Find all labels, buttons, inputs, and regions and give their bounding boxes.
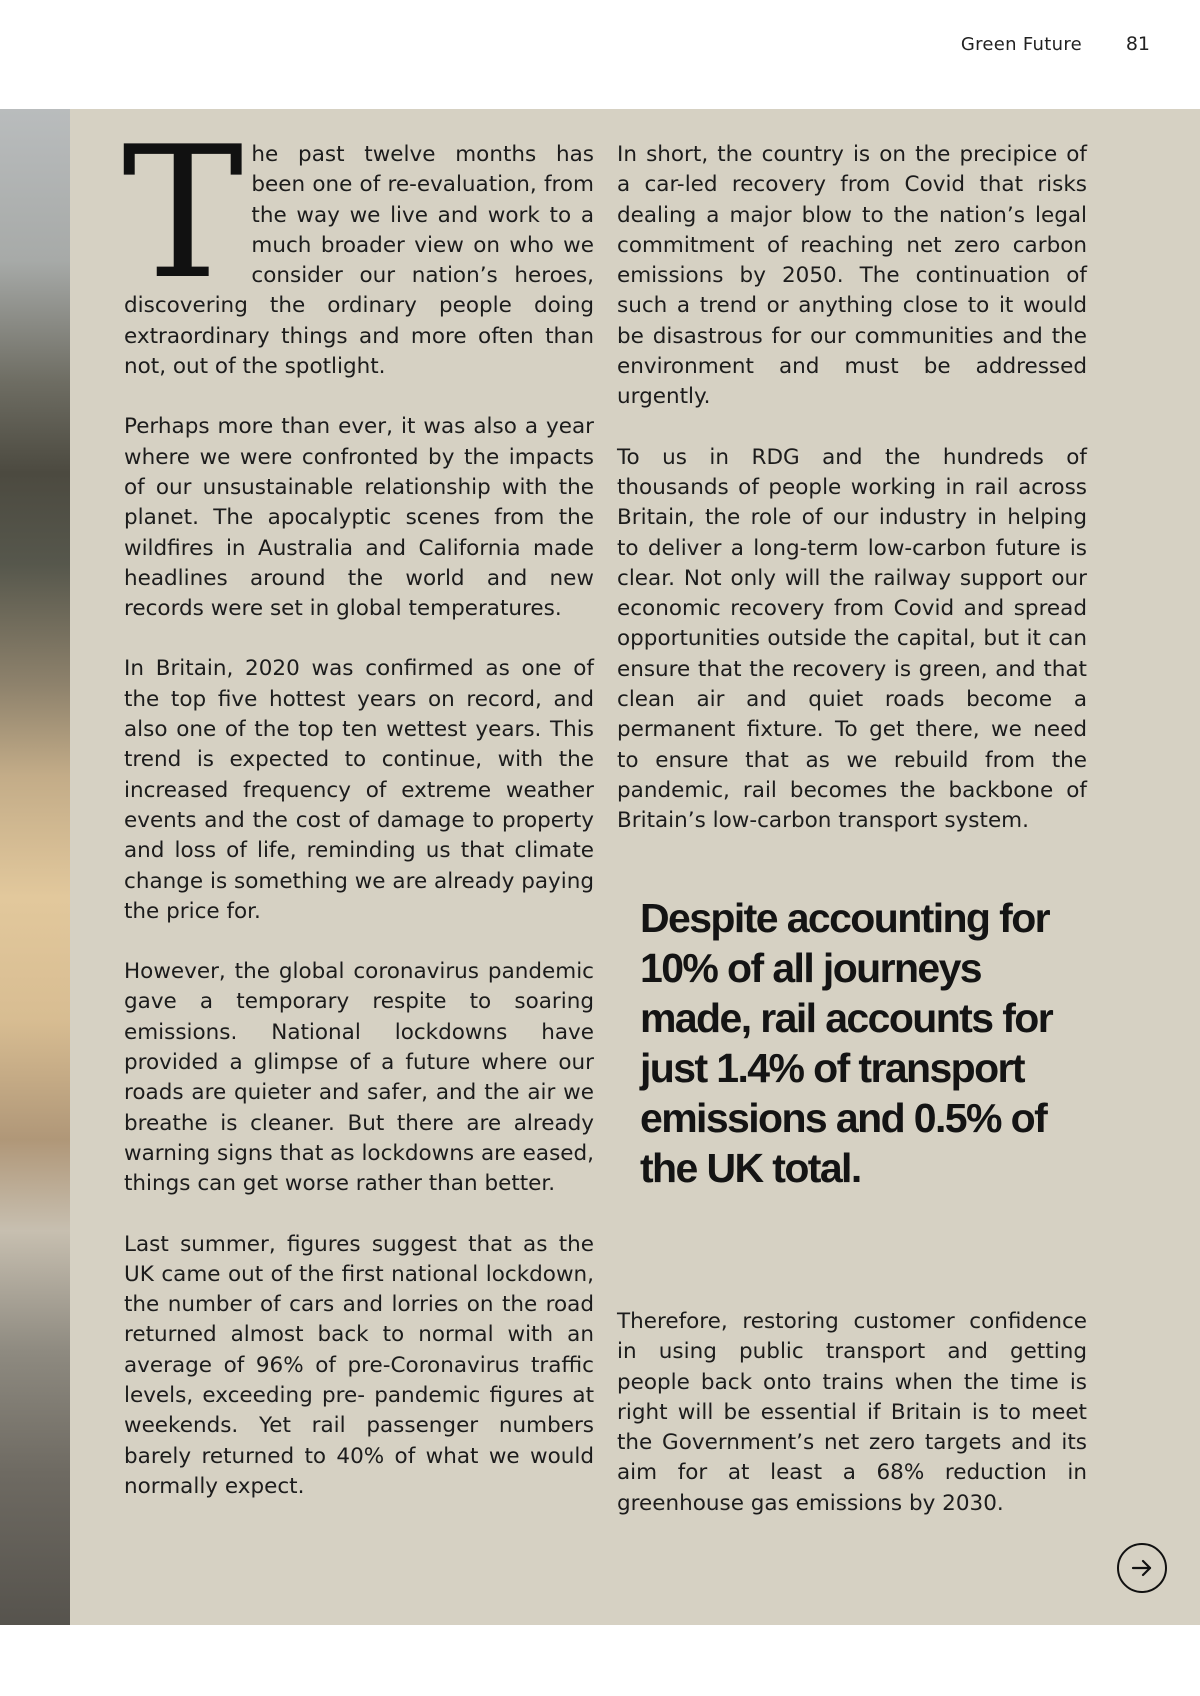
left-column [122, 107, 594, 1532]
cover-photo-strip [0, 109, 70, 1625]
paragraph: In Britain, 2020 was confirmed as one of the top five hottest years on record, and also one of the top ten wettest years. This trend is expected to continue, with the increased frequency of extreme weather events and the cost of damage to property and loss of life, reminding us that climate change is something we are already paying the price for. [124, 656, 594, 924]
drop-cap: T [122, 107, 244, 319]
paragraph: Perhaps more than ever, it was also a year where we were confronted by the impacts of our unsustainable relationship with the planet. The apocalyptic scenes from the wildfires in Australia and California made headlines around the world and new records were set in global temperatures. [124, 414, 594, 622]
section-title: Green Future [960, 34, 1082, 55]
right-column [617, 140, 1087, 867]
paragraph: In short, the country is on the precipice of a car-led recovery from Covid that risks dealing a major blow to the nation’s legal commitment of reaching net zero carbon emissions by 2050. The continuation of such a trend or anything close to it would be disastrous for our communities and the environment and must be addressed urgently. [617, 142, 1087, 410]
paragraph: Last summer, figures suggest that as the UK came out of the first national lockdown, the number of cars and lorries on the road returned almost back to normal with an average of 96% of pre-Coronavirus traffic levels, exceeding pre- pandemic figures at weekends. Yet rail passenger numbers barely returned to 40% of what we would normally expect. [124, 1231, 594, 1499]
next-page-button[interactable] [1117, 1543, 1167, 1593]
arrow-right-icon [1129, 1555, 1155, 1581]
pull-quote: Despite accounting for 10% of all journeys made, rail accounts for just 1.4% of transport emissions and 0.5% of the UK total. [640, 895, 1053, 1191]
paragraph-text: he past twelve months has been one of re-evaluation, from the way we live and work to a much broader view on who we consider our nation’s heroes, discovering the ordinary people doing extraordinary things and more often than not, out of the spotlight. [124, 142, 594, 380]
paragraph: Therefore, restoring customer confidence in using public transport and getting people back onto trains when the time is right will be essential if Britain is to meet the Government’s net zero targets and its aim for at least a 68% reduction in greenhouse gas emissions by 2030. [617, 1309, 1087, 1516]
page-number: 81 [1125, 33, 1150, 55]
paragraph: However, the global coronavirus pandemic gave a temporary respite to soaring emissions. National lockdowns have provided a glimpse of a future where our roads are quieter and safer, and the air we breathe is cleaner. But there are already warning signs that as lockdowns are eased, things can get worse rather than better. [124, 959, 594, 1197]
paragraph: To us in RDG and the hundreds of thousands of people working in rail across Britain, the role of our industry in helping to deliver a long-term low-carbon future is clear. Not only will the railway support our economic recovery from Covid and spread opportunities outside the capital, but it can ensure that the recovery is green, and that clean air and quiet roads become a permanent fixture. To get there, we need to ensure that as we rebuild from the pandemic, rail becomes the backbone of Britain’s low-carbon transport system. [617, 444, 1087, 834]
paragraph [122, 107, 594, 382]
